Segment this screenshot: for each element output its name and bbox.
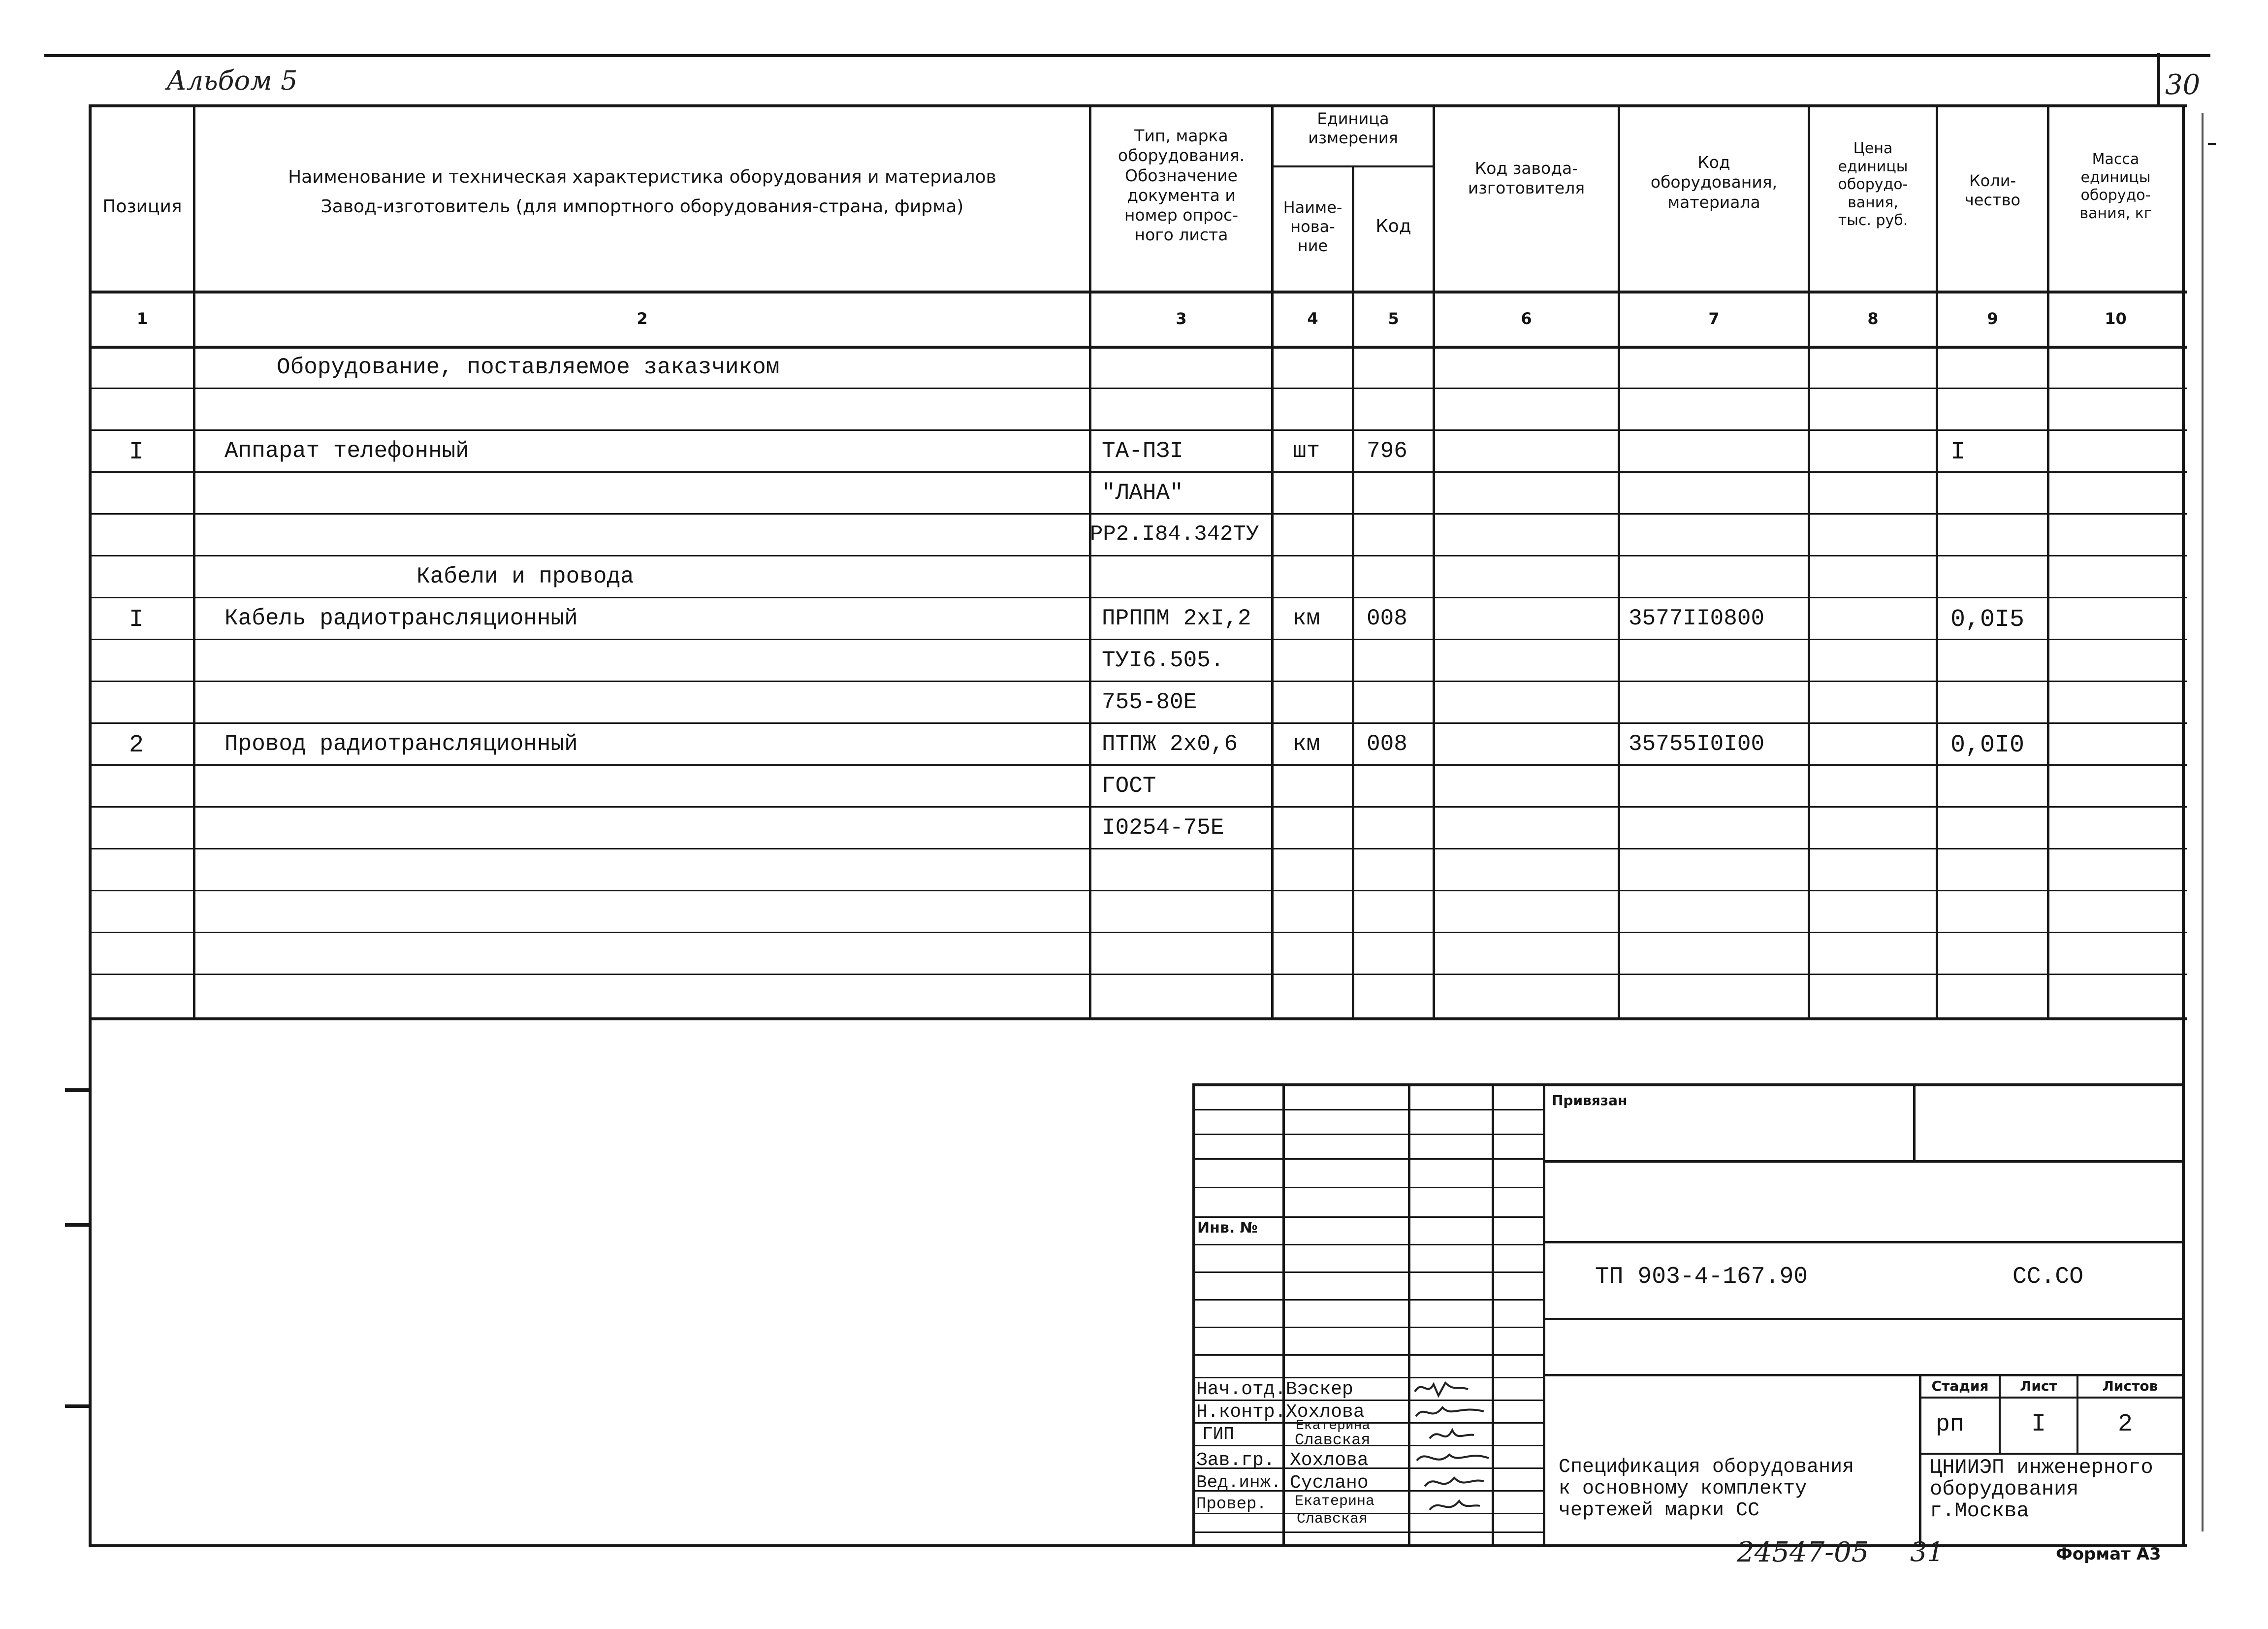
staff-role: Н.контр. <box>1196 1401 1286 1423</box>
staff-role: Вед.инж. <box>1196 1472 1281 1493</box>
col-number: 3 <box>1176 309 1187 328</box>
col-number: 4 <box>1307 309 1318 328</box>
row-equip-code: 35755I0I00 <box>1629 731 1765 757</box>
row-unit: км <box>1293 731 1320 757</box>
header-price: Цена единицы оборудо- вания, тыс. руб. <box>1838 140 1908 229</box>
col-number: 1 <box>136 309 148 328</box>
footer-format: Формат А3 <box>2056 1544 2161 1564</box>
album-label: Альбом 5 <box>166 65 298 96</box>
header-name-line2: Завод-изготовитель (для импортного оборудования-страна, фирма) <box>320 196 964 217</box>
row-type: ТА-ПЗI <box>1102 438 1183 464</box>
signatures <box>1410 1377 1494 1534</box>
footer-handwritten-number: 24547-05 <box>1737 1536 1869 1568</box>
row-type: I0254-75Е <box>1102 815 1224 841</box>
row-type: ПРППМ 2хI,2 <box>1102 606 1251 631</box>
header-qty: Коли- чество <box>1964 171 2021 210</box>
staff-name: Хохлова <box>1286 1401 1365 1423</box>
staff-name: Суслано <box>1290 1472 1369 1494</box>
row-type: РР2.I84.342ТУ <box>1090 522 1259 547</box>
staff-name: Хохлова <box>1290 1450 1369 1471</box>
staff-role: Нач.отд. <box>1196 1379 1286 1400</box>
row-equip-code: 3577II0800 <box>1629 606 1765 631</box>
footer-handwritten-sheet: 31 <box>1910 1536 1944 1567</box>
row-position: I <box>129 606 144 634</box>
description: Спецификация оборудования к основному комплекту чертежей марки СС <box>1559 1456 1854 1522</box>
header-name-line1: Наименование и техническая характеристика оборудования и материалов <box>288 167 996 187</box>
row-unit-code: 796 <box>1367 438 1407 464</box>
header-position: Позиция <box>102 196 182 217</box>
table-row-section-title: Кабели и провода <box>416 564 634 589</box>
row-name: Провод радиотрансляционный <box>224 731 578 757</box>
staff-role: Провер. <box>1196 1495 1267 1514</box>
staff-name: Славская <box>1295 1431 1371 1449</box>
row-qty: 0,0I0 <box>1950 731 2025 759</box>
row-qty: I <box>1950 438 1966 466</box>
sheet-value: I <box>2031 1410 2046 1438</box>
sheet-header: Лист <box>2020 1378 2057 1394</box>
table-row-section-title: Оборудование, поставляемое заказчиком <box>277 355 780 380</box>
inv-no-label: Инв. № <box>1197 1219 1258 1237</box>
staff-name: Славская <box>1297 1511 1368 1528</box>
row-type: ГОСТ <box>1102 773 1156 799</box>
col-number: 9 <box>1987 309 1998 328</box>
row-unit: км <box>1293 606 1320 631</box>
margin-mark <box>65 1088 91 1092</box>
col-number: 2 <box>637 309 648 328</box>
staff-role: Зав.гр. <box>1196 1450 1275 1471</box>
row-type: ТУI6.505. <box>1102 648 1224 673</box>
row-unit-code: 008 <box>1367 731 1407 757</box>
staff-name: Екатерина <box>1295 1493 1375 1510</box>
row-name: Кабель радиотрансляционный <box>224 606 578 631</box>
organization: ЦНИИЭП инженерного оборудования г.Москва <box>1930 1456 2153 1523</box>
row-position: I <box>129 438 144 466</box>
row-position: 2 <box>129 731 144 759</box>
staff-role: ГИП <box>1202 1424 1234 1444</box>
privyazan-label: Привязан <box>1552 1092 1628 1108</box>
stage-header: Стадия <box>1931 1378 1989 1394</box>
header-type: Тип, марка оборудования. Обозначение документа и номер опрос- ного листа <box>1118 126 1245 245</box>
right-margin-line <box>2202 113 2204 1531</box>
header-unit-code: Код <box>1375 216 1411 236</box>
col-number: 10 <box>2105 309 2127 328</box>
header-mass: Масса единицы оборудо- вания, кг <box>2079 151 2152 222</box>
row-type: 755-80Е <box>1102 689 1197 715</box>
header-maker-code: Код завода- изготовителя <box>1468 159 1585 198</box>
row-qty: 0,0I5 <box>1950 606 2025 634</box>
header-equip-code: Код оборудования, материала <box>1650 153 1778 212</box>
header-unit-group: Единица измерения <box>1308 109 1398 148</box>
margin-mark <box>65 1404 91 1408</box>
row-type: "ЛАНА" <box>1102 480 1183 506</box>
staff-name: Вэскер <box>1286 1379 1353 1400</box>
doc-mark: СС.СО <box>2012 1264 2084 1290</box>
staff-name: Екатерина <box>1296 1418 1371 1434</box>
row-unit-code: 008 <box>1367 606 1407 631</box>
row-name: Аппарат телефонный <box>224 438 469 464</box>
col-number: 6 <box>1521 309 1532 328</box>
doc-code: ТП 903-4-167.90 <box>1595 1264 1808 1290</box>
sheets-value: 2 <box>2118 1410 2133 1438</box>
right-margin-dash <box>2208 143 2216 145</box>
page-number: 30 <box>2165 69 2201 101</box>
col-number: 7 <box>1708 309 1720 328</box>
stage-value: рп <box>1936 1411 1964 1438</box>
sheets-header: Листов <box>2102 1378 2158 1394</box>
margin-mark <box>65 1223 91 1227</box>
col-number: 8 <box>1867 309 1879 328</box>
row-unit: шт <box>1293 438 1320 464</box>
col-number: 5 <box>1388 309 1399 328</box>
header-unit-name: Наиме- нова- ние <box>1283 198 1342 256</box>
row-type: ПТПЖ 2х0,6 <box>1102 731 1238 757</box>
